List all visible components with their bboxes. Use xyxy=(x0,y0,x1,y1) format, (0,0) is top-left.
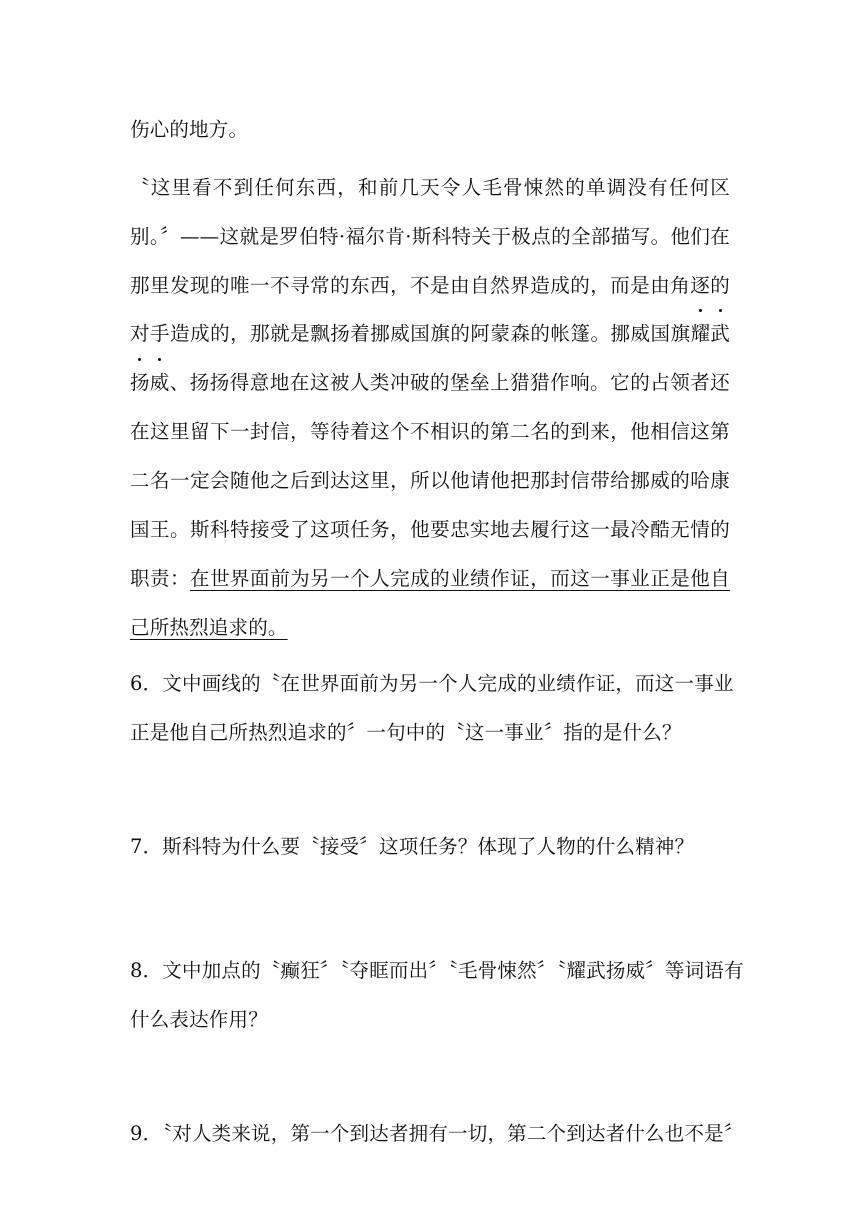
question-text: 9．〝对人类来说，第一个到达者拥有一切，第二个到达者什么也不是〞 xyxy=(130,1122,744,1145)
question-9 xyxy=(130,1118,744,1146)
passage-text: 别。〞——这就是罗伯特·福尔肯·斯科特关于极点的全部描写。他们在 xyxy=(130,225,730,248)
question-text: 正是他自己所热烈追求的〞一句中的〝这一事业〞指的是什么？ xyxy=(130,721,682,744)
emphasis-dotted-char: 威 xyxy=(150,367,170,395)
question-7 xyxy=(130,831,730,859)
passage-line xyxy=(130,612,730,640)
passage-text: 、扬扬得意地在这被人类冲破的堡垒上猎猎作响。它的占领者还 xyxy=(169,371,730,394)
emphasis-dotted-char: 扬 xyxy=(130,367,150,395)
question-text: 7．斯科特为什么要〝接受〞这项任务？体现了人物的什么精神？ xyxy=(130,835,695,858)
passage-text: 对手造成的，那就是飘扬着挪威国旗的阿蒙森的帐篷。挪威国旗 xyxy=(130,322,691,345)
passage-text: 国王。斯科特接受了这项任务，他要忠实地去履行这一最冷酷无情的 xyxy=(130,518,730,541)
question-6-continued xyxy=(130,717,730,745)
question-text: 什么表达作用？ xyxy=(130,1008,268,1031)
passage-text: 那里发现的唯一不寻常的东西，不是由自然界造成的，而是由角逐的 xyxy=(130,274,730,297)
passage-line xyxy=(130,563,730,591)
passage-line xyxy=(130,465,730,493)
question-8-continued xyxy=(130,1004,730,1032)
passage-line xyxy=(130,172,730,200)
passage-line xyxy=(130,221,730,249)
passage-line xyxy=(130,514,730,542)
passage-text: 〝这里看不到任何东西，和前几天令人毛骨悚然的单调没有任何区 xyxy=(130,176,730,199)
question-6 xyxy=(130,668,734,696)
passage-text: 二名一定会随他之后到达这里，所以他请他把那封信带给挪威的哈康 xyxy=(130,469,730,492)
underlined-sentence: 己所热烈追求的。 xyxy=(130,616,288,639)
passage-line xyxy=(130,416,730,444)
emphasis-dotted-char: 武 xyxy=(710,318,730,346)
passage-text: 在这里留下一封信，等待着这个不相识的第二名的到来，他相信这第 xyxy=(130,420,730,443)
passage-text: 职责： xyxy=(130,567,191,590)
passage-line xyxy=(130,318,730,346)
underlined-sentence: 在世界面前为另一个人完成的业绩作证，而这一事业正是他自 xyxy=(190,567,730,590)
passage-line xyxy=(130,114,730,142)
emphasis-dotted-char: 耀 xyxy=(691,318,711,346)
question-text: 6．文中画线的〝在世界面前为另一个人完成的业绩作证，而这一事业 xyxy=(130,672,734,695)
passage-text: 伤心的地方。 xyxy=(130,118,249,141)
passage-line xyxy=(130,367,730,395)
question-text: 8．文中加点的〝癫狂〞〝夺眶而出〞〝毛骨悚然〞〝耀武扬威〞等词语有 xyxy=(130,959,744,982)
question-8 xyxy=(130,955,744,983)
passage-line xyxy=(130,270,730,298)
